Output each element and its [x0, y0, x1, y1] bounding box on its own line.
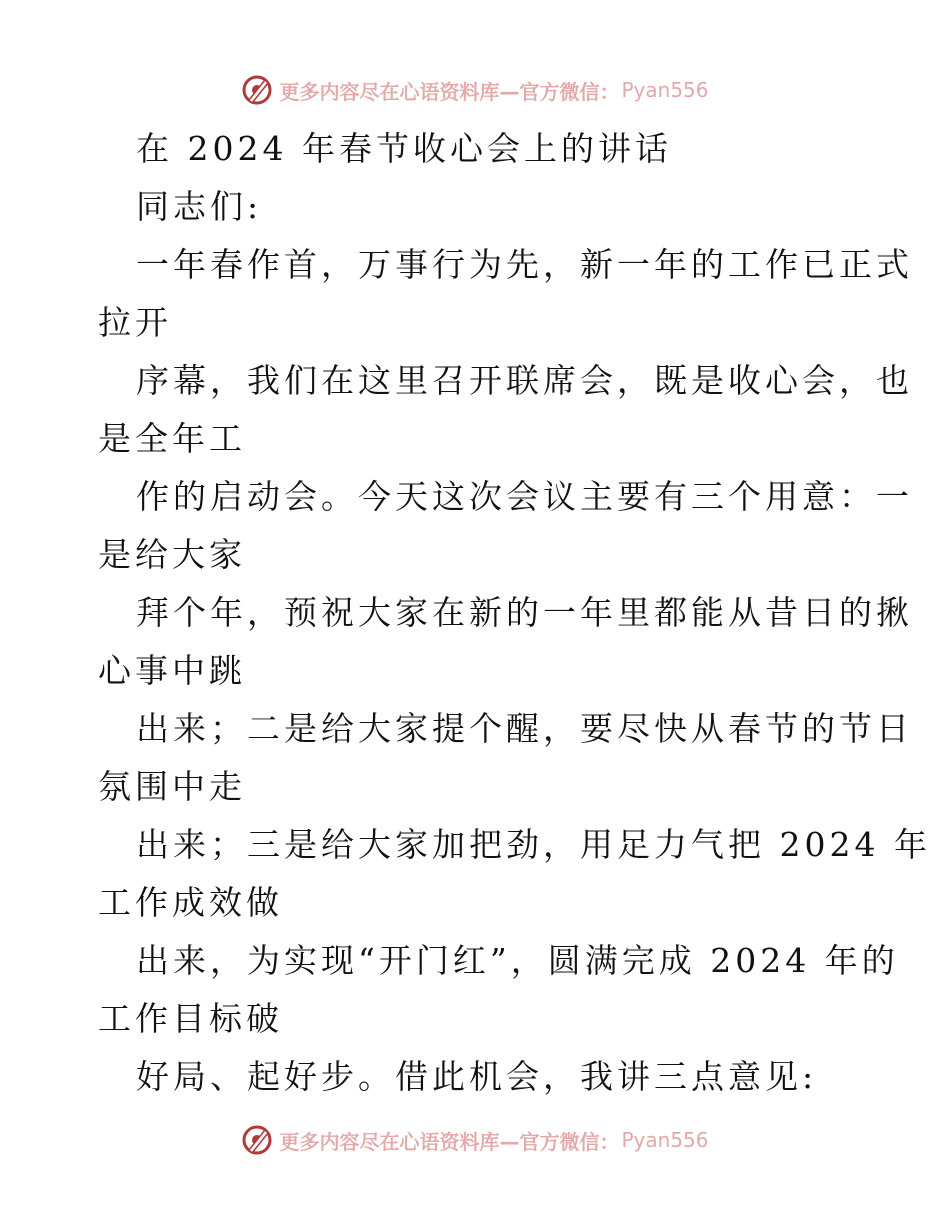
- text-line: 好局、起好步。借此机会，我讲三点意见:: [136, 1057, 818, 1096]
- footer-watermark: [0, 1122, 950, 1158]
- text-line: 序幕，我们在这里召开联席会，既是收心会，也: [136, 361, 913, 400]
- speech-title: 在 2024 年春节收心会上的讲话: [136, 129, 672, 168]
- text-line: 一年春作首，万事行为先，新一年的工作已正式: [136, 245, 913, 284]
- header-wechat-id: Pyan556: [621, 78, 709, 102]
- text-line: 出来，为实现“开门红”，圆满完成 2024 年的: [136, 941, 899, 980]
- text-line: 作的启动会。今天这次会议主要有三个用意：一: [136, 477, 913, 516]
- text-line: 拉开: [98, 303, 172, 342]
- text-line: 心事中跳: [98, 651, 246, 690]
- text-line: 是给大家: [98, 535, 246, 574]
- header-site-text: 更多内容尽在心语资料库—官方微信：: [279, 79, 620, 104]
- text-line: 是全年工: [98, 419, 246, 458]
- pen-logo-icon: [241, 74, 273, 106]
- text-line: 工作成效做: [98, 883, 283, 922]
- text-line: 出来；二是给大家提个醒，要尽快从春节的节日: [136, 709, 913, 748]
- salutation: 同志们:: [136, 187, 263, 226]
- text-line: 氛围中走: [98, 767, 246, 806]
- footer-site-text: 更多内容尽在心语资料库—官方微信：: [279, 1129, 620, 1154]
- document-body: [98, 120, 931, 1106]
- text-line: 工作目标破: [98, 999, 283, 1038]
- text-line: 拜个年，预祝大家在新的一年里都能从昔日的揪: [136, 593, 913, 632]
- header-watermark: [0, 72, 950, 108]
- pen-logo-icon: [241, 1124, 273, 1156]
- text-line: 出来；三是给大家加把劲，用足力气把 2024 年: [136, 825, 931, 864]
- footer-wechat-id: Pyan556: [621, 1128, 709, 1152]
